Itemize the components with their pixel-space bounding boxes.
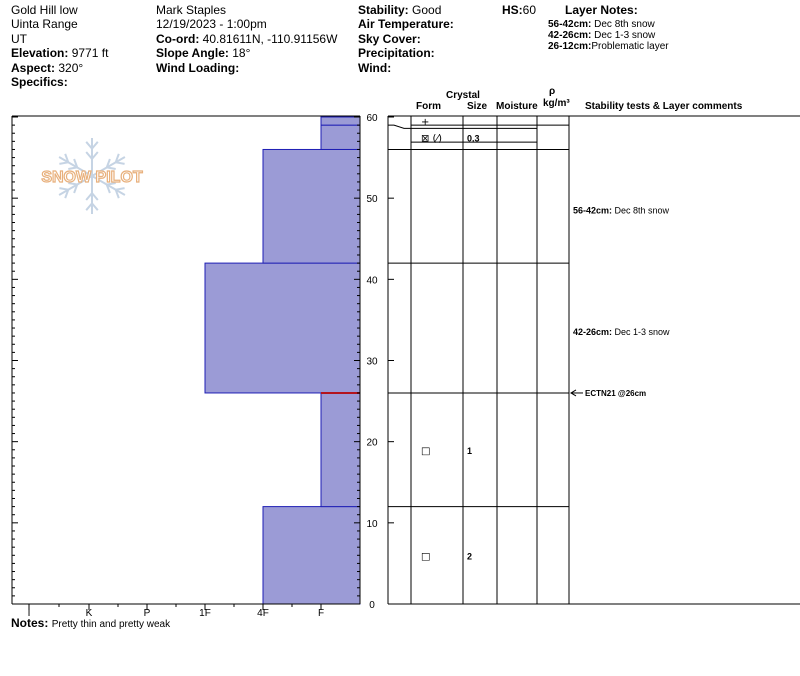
wind-label: Wind:: [358, 61, 392, 75]
y-tick-label: 60: [366, 113, 378, 124]
elevation-value: 9771 ft: [71, 46, 109, 60]
comment-range: 56-42cm:: [573, 205, 613, 216]
notes: [11, 616, 170, 630]
datetime: 12/19/2023 - 1:00pm: [156, 17, 267, 31]
snowflake-branch: [116, 188, 125, 190]
layer-note-range: 42-26cm:: [548, 30, 592, 41]
slope-label: Slope Angle:: [156, 46, 229, 60]
stability-label: Stability:: [358, 3, 409, 17]
x-tick-label: I: [27, 608, 31, 619]
state: UT: [11, 32, 27, 46]
x-tick-label: 1F: [199, 608, 211, 619]
col-density: kg/m³: [543, 98, 570, 109]
layer-note-text: Dec 8th snow: [594, 19, 655, 30]
y-tick-label: 0: [369, 600, 375, 611]
crystal-form: +: [421, 117, 430, 129]
col-rho: ρ: [549, 86, 556, 97]
sky-cover-label: Sky Cover:: [358, 32, 421, 46]
y-tick-label: 10: [366, 518, 378, 530]
location: Gold Hill low: [11, 3, 78, 17]
crystal-size: 2: [467, 551, 473, 562]
observer: Mark Staples: [156, 3, 227, 17]
slope-value: 18°: [232, 46, 251, 60]
comment-text: Dec 8th snow: [612, 205, 670, 216]
col-stability: Stability tests & Layer comments: [585, 101, 743, 112]
x-tick-label: F: [317, 608, 325, 619]
x-tick-label: K: [85, 608, 93, 619]
y-tick-label: 40: [366, 275, 378, 287]
aspect-value: 320°: [58, 61, 84, 75]
coord-label: Co-ord:: [156, 32, 200, 46]
crystal-size: 0.3: [467, 133, 480, 144]
range: Uinta Range: [11, 17, 78, 31]
crystal-size: 1: [467, 445, 473, 456]
col-crystal: Crystal: [446, 90, 480, 101]
coord-value: 40.81611N, -110.91156W: [202, 32, 338, 46]
col-size: Size: [467, 101, 488, 112]
aspect-label: Aspect:: [11, 61, 56, 75]
air-temp-label: Air Temperature:: [358, 17, 454, 31]
comment-text: Dec 1-3 snow: [612, 327, 670, 338]
hardness-layer: [321, 117, 360, 125]
stability-value: Good: [412, 3, 442, 17]
snowflake-branch: [59, 162, 68, 164]
specifics-label: Specifics:: [11, 75, 68, 89]
layer-note-range: 26-12cm:: [548, 41, 592, 52]
layer-notes-label: Layer Notes:: [565, 3, 638, 17]
crystal-form: ⊠ (⁄): [421, 133, 443, 145]
precip-label: Precipitation:: [358, 46, 435, 60]
layer-comment: [573, 327, 670, 337]
notes-label: Notes:: [11, 616, 49, 630]
watermark-text: SNOW PILOT: [41, 169, 143, 186]
hs-label: HS:: [502, 3, 523, 17]
elevation-label: Elevation:: [11, 46, 69, 60]
x-tick-label: 4F: [257, 608, 269, 619]
snowflake-branch: [59, 188, 68, 190]
crystal-form: □: [421, 445, 431, 457]
row-connector: [388, 125, 411, 128]
y-tick-label: 30: [366, 356, 378, 368]
layer-comment: [573, 205, 670, 215]
snowflake-branch: [116, 162, 125, 164]
layer-note-range: 56-42cm:: [548, 19, 592, 30]
col-moisture: Moisture: [496, 101, 538, 112]
crystal-form: □: [421, 551, 431, 563]
col-form: Form: [416, 101, 441, 112]
x-tick-label: P: [143, 608, 151, 619]
snowpilot-watermark: [41, 138, 143, 214]
y-tick-label: 50: [366, 194, 378, 206]
comment-range: 42-26cm:: [573, 327, 613, 338]
hs-value: 60: [522, 3, 537, 17]
notes-text: Pretty thin and pretty weak: [51, 619, 171, 630]
layer-note-text: Dec 1-3 snow: [594, 30, 656, 41]
y-tick-label: 20: [366, 437, 378, 449]
hardness-layer: [263, 507, 360, 604]
hardness-layer: [205, 263, 360, 393]
hardness-layer: [321, 125, 360, 149]
hardness-layer: [321, 393, 360, 507]
stability-test: ECTN21 @26cm: [585, 388, 647, 398]
hardness-layer: [263, 149, 360, 263]
layer-note-text: Problematic layer: [591, 41, 669, 52]
wind-loading-label: Wind Loading:: [156, 61, 240, 75]
